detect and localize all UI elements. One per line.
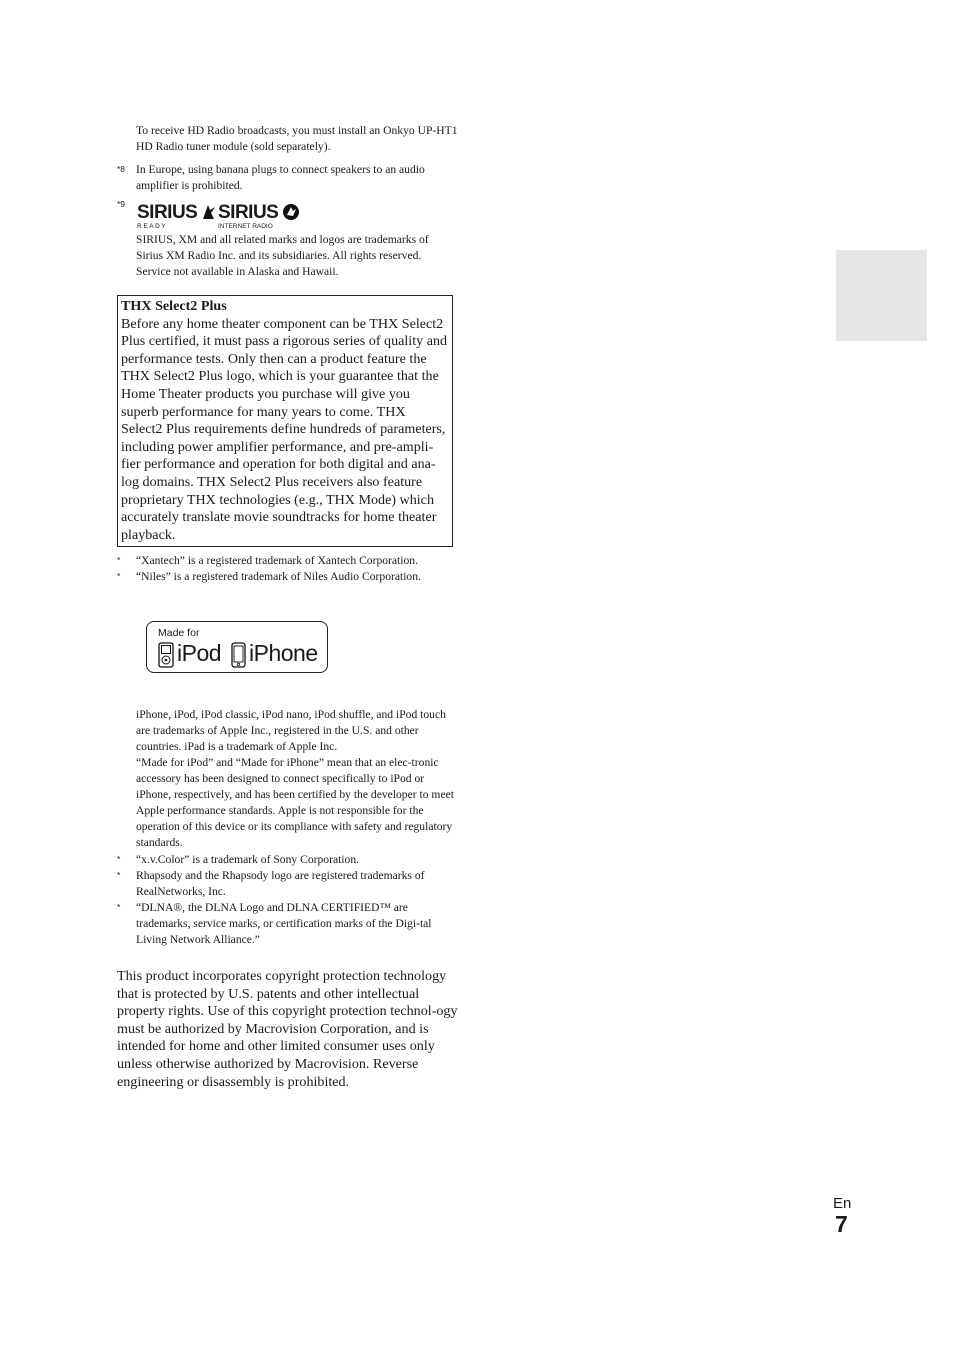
iphone-label: iPhone [249, 640, 318, 666]
section-side-tab [836, 250, 927, 341]
page-number: 7 [835, 1211, 848, 1237]
ipod-label: iPod [177, 640, 222, 666]
footnote-mark-8: *8 [117, 164, 126, 174]
ipod-icon [158, 642, 174, 668]
made-for-ipod-note: “Made for iPod” and “Made for iPhone” mean that an elec-tronic accessory has been designed to connect specifically to iPod or iPhone, respectively, and has been certified by the developer to meet Apple performance standards. Apple is not responsible for the operation of this device or its compliance with safety and regulatory standards. [136, 756, 454, 849]
iphone-icon [231, 642, 246, 668]
page-language: En [833, 1195, 852, 1212]
footnote-mark-9: *9 [117, 199, 126, 209]
xantech-trademark-note: “Xantech” is a registered trademark of Xantech Corporation. [136, 554, 418, 567]
apple-trademark-note: iPhone, iPod, iPod classic, iPod nano, iPod shuffle, and iPod touch are trademarks of Apple Inc., registered in the U.S. and other countries. iPad is a trademark of Apple Inc. [136, 708, 446, 753]
niles-trademark-note: “Niles” is a registered trademark of Niles Audio Corporation. [136, 570, 421, 583]
trademark-star-xantech: * [117, 555, 121, 565]
made-for-label: Made for [158, 627, 200, 639]
sirius-trademark-note: SIRIUS, XM and all related marks and logos are trademarks of Sirius XM Radio Inc. and its subsidiaries. All rights reserved. Service not available in Alaska and Hawaii. [136, 233, 429, 278]
rhapsody-trademark-note: Rhapsody and the Rhapsody logo are registered trademarks of RealNetworks, Inc. [136, 869, 425, 898]
sirius-ready-logo-word: SIRIUS [137, 202, 198, 223]
sirius-dog-icon [201, 203, 216, 221]
macrovision-paragraph: This product incorporates copyright protection technology that is protected by U.S. patents and other intellectual property rights. Use of this copyright protection technol-ogy must be authorized by Macrovision Corporation, and is intended for home and other limited consumer uses only unless otherwise authorized by Macrovision. Reverse engineering or disassembly is prohibited. [117, 968, 458, 1090]
sirius-internet-radio-logo [218, 203, 300, 229]
thx-box-body: Before any home theater component can be THX Select2 Plus certified, it must pass a rigorous series of quality and performance tests. Only then can a product feature the THX Select2 Plus logo, which is your guarantee that the Home Theater products you purchase will give you superb performance for many years to come. THX Select2 Plus requirements define hundreds of parameters, including power amplifier performance, and pre-ampli-fier performance and operation for both digital and ana-log domains. THX Select2 Plus receivers also feature proprietary THX technologies (e.g., THX Mode) which accurately translate movie soundtracks for home theater playback. [121, 315, 448, 543]
sirius-internet-logo-word: SIRIUS [218, 202, 279, 223]
banana-plug-note: In Europe, using banana plugs to connect speakers to an audio amplifier is prohibited. [136, 163, 425, 192]
sirius-globe-icon [282, 203, 300, 221]
trademark-star-niles: * [117, 571, 121, 581]
sirius-ready-logo-sub: R E A D Y [137, 223, 166, 230]
trademark-star-dlna: * [117, 902, 121, 912]
made-for-ipod-iphone-badge [146, 621, 328, 673]
thx-box-title: THX Select2 Plus [121, 298, 227, 314]
dlna-trademark-note: “DLNA®, the DLNA Logo and DLNA CERTIFIED™ are trademarks, service marks, or certification marks of the Digi-tal Living Network Alliance.” [136, 901, 432, 946]
xvcolor-trademark-note: “x.v.Color” is a trademark of Sony Corporation. [136, 853, 360, 866]
trademark-star-rhapsody: * [117, 870, 121, 880]
sirius-internet-logo-sub: INTERNET RADIO [218, 223, 273, 230]
trademark-star-xvcolor: * [117, 854, 121, 864]
hd-radio-note: To receive HD Radio broadcasts, you must install an Onkyo UP-HT1 HD Radio tuner module (sold separately). [136, 124, 458, 153]
thx-select2-plus-box [117, 295, 453, 547]
sirius-ready-logo [137, 203, 216, 229]
